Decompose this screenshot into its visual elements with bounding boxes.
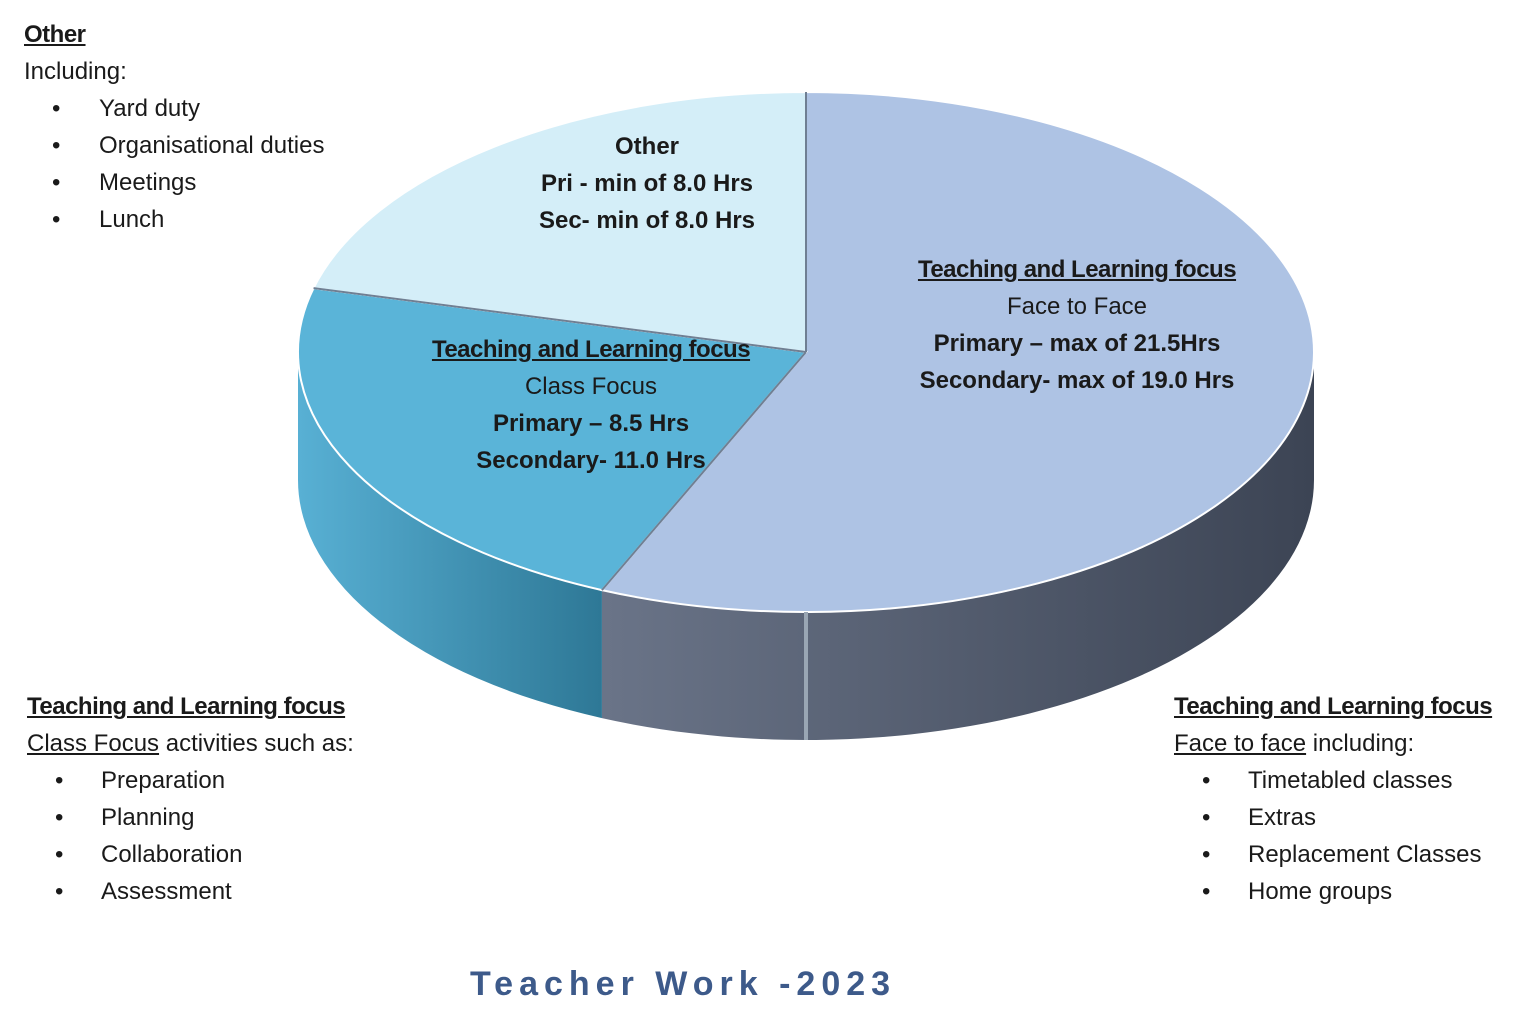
chart-title: Teacher Work -2023 <box>469 965 897 1003</box>
note-class-intro <box>27 725 354 762</box>
slice-face-primary: Primary – max of 21.5Hrs <box>933 330 1221 357</box>
note-class-heading: Teaching and Learning focus <box>27 693 346 720</box>
slice-other-heading: Other <box>614 133 680 160</box>
slice-class-sub: Class Focus <box>524 373 658 400</box>
note-other <box>24 16 324 238</box>
list-item: • Extras <box>1174 799 1492 836</box>
slice-label-face <box>918 251 1236 399</box>
slice-class-primary: Primary – 8.5 Hrs <box>492 410 690 437</box>
slice-class-secondary: Secondary- 11.0 Hrs <box>476 447 706 474</box>
note-face-intro <box>1174 725 1492 762</box>
list-item: • Home groups <box>1174 873 1492 910</box>
slice-label-other <box>539 128 755 239</box>
list-item: • Assessment <box>27 873 354 910</box>
note-face-list <box>1174 762 1492 910</box>
list-item: • Preparation <box>27 762 354 799</box>
slice-label-class <box>432 331 750 479</box>
list-item: • Lunch <box>24 201 324 238</box>
note-other-list <box>24 90 324 238</box>
note-other-intro: Including: <box>24 58 127 85</box>
note-face-to-face <box>1174 688 1492 910</box>
slice-other-secondary: Sec- min of 8.0 Hrs <box>538 207 756 234</box>
note-class-list <box>27 762 354 910</box>
note-face-intro-rest: including: <box>1306 730 1415 757</box>
note-class-intro-underlined: Class Focus <box>27 730 160 757</box>
slice-face-heading: Teaching and Learning focus <box>917 256 1237 283</box>
list-item: • Meetings <box>24 164 324 201</box>
note-other-heading: Other <box>24 21 86 48</box>
list-item: • Replacement Classes <box>1174 836 1492 873</box>
slice-face-sub: Face to Face <box>1006 293 1148 320</box>
note-class-intro-rest: activities such as: <box>159 730 354 757</box>
list-item: • Collaboration <box>27 836 354 873</box>
slice-face-secondary: Secondary- max of 19.0 Hrs <box>919 367 1235 394</box>
note-face-intro-underlined: Face to face <box>1174 730 1307 757</box>
list-item: • Planning <box>27 799 354 836</box>
list-item: • Organisational duties <box>24 127 324 164</box>
slice-other-primary: Pri - min of 8.0 Hrs <box>540 170 754 197</box>
list-item: • Timetabled classes <box>1174 762 1492 799</box>
slice-class-heading: Teaching and Learning focus <box>431 336 751 363</box>
list-item: • Yard duty <box>24 90 324 127</box>
note-face-heading: Teaching and Learning focus <box>1174 693 1493 720</box>
note-class-focus <box>27 688 354 910</box>
